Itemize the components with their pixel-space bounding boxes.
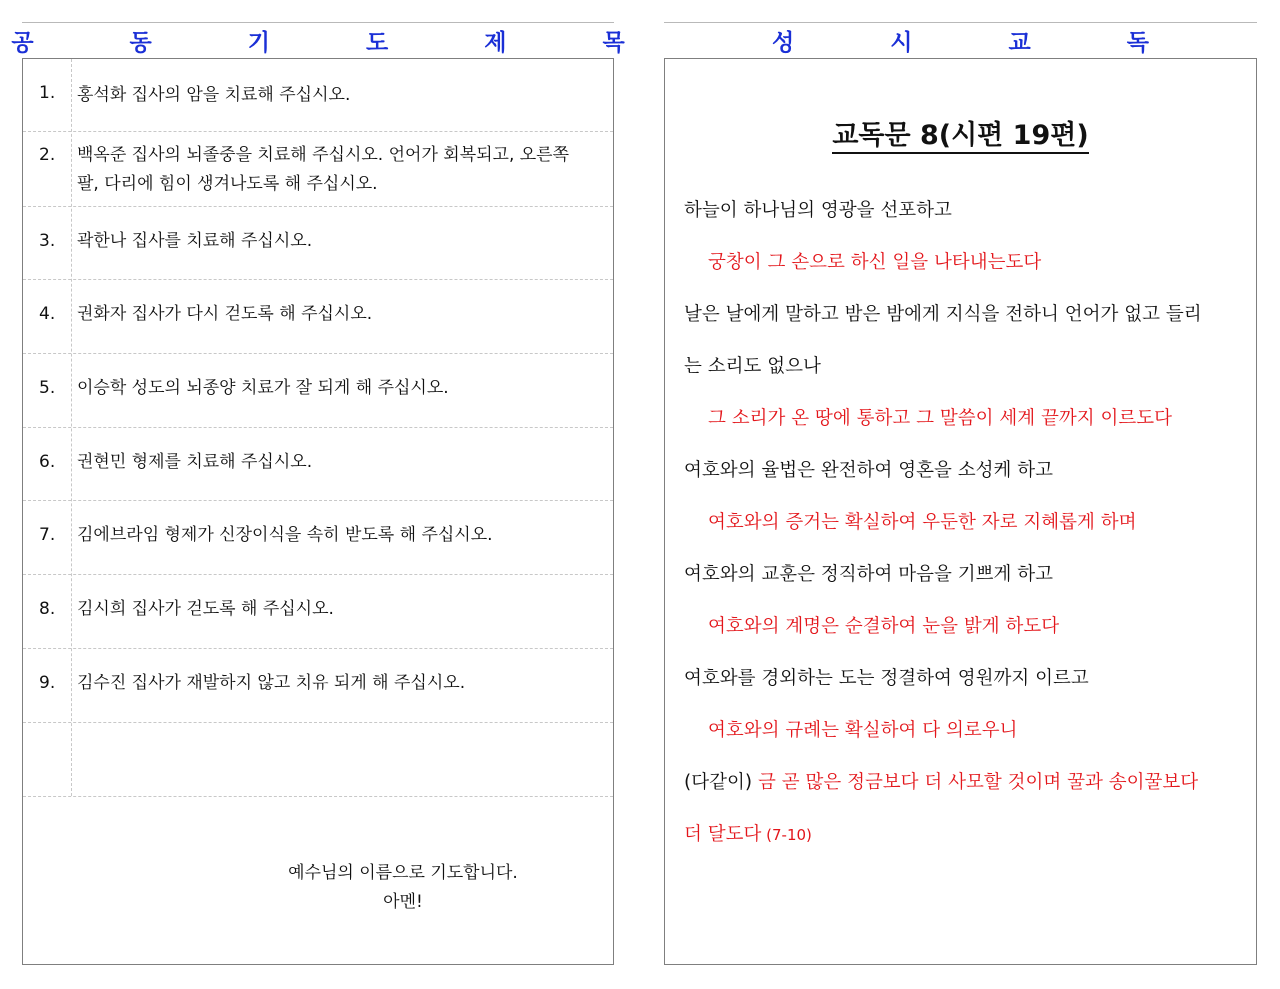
prayer-text: 곽한나 집사를 치료해 주십시오. [77, 231, 313, 251]
prayer-item [23, 575, 613, 649]
prayer-number: 5. [39, 378, 56, 398]
prayer-number: 3. [39, 231, 56, 251]
prayer-text: 홍석화 집사의 암을 치료해 주십시오. [77, 85, 351, 105]
together-text-cont: 더 달도다 [684, 824, 762, 845]
verse-reference: (7-10) [761, 826, 812, 844]
prayer-text: 이승학 성도의 뇌종양 치료가 잘 되게 해 주십시오. [77, 378, 449, 398]
prayer-item [23, 207, 613, 280]
prayer-number: 1. [39, 83, 56, 103]
reading-line-leader: 여호와를 경외하는 도는 정결하여 영원까지 이르고 [684, 668, 1089, 689]
together-text: 금 곧 많은 정금보다 더 사모할 것이며 꿀과 송이꿀보다 [752, 772, 1199, 793]
prayer-item [23, 132, 613, 207]
reading-line-leader: 날은 날에게 말하고 밤은 밤에게 지식을 전하니 언어가 없고 들리 [684, 304, 1202, 325]
prayer-item [23, 354, 613, 428]
reading-heading: 성 시 교 독 [772, 29, 1193, 56]
prayer-number: 2. [39, 145, 56, 165]
closing-amen: 아멘! [383, 892, 423, 912]
reading-line-leader-cont: 는 소리도 없으나 [684, 356, 821, 377]
reading-line-response: 여호와의 계명은 순결하여 눈을 밝게 하도다 [708, 616, 1060, 637]
reading-line-leader: 여호와의 율법은 완전하여 영혼을 소성케 하고 [684, 460, 1053, 481]
prayer-number: 7. [39, 525, 56, 545]
prayer-item [23, 280, 613, 354]
reading-line-response: 궁창이 그 손으로 하신 일을 나타내는도다 [708, 252, 1042, 273]
reading-title [665, 113, 1256, 152]
reading-line-leader: 하늘이 하나님의 영광을 선포하고 [684, 200, 952, 221]
prayer-item-empty [23, 723, 613, 797]
reading-line-response: 여호와의 증거는 확실하여 우둔한 자로 지혜롭게 하며 [708, 512, 1137, 533]
together-prefix: (다같이) [684, 772, 753, 793]
reading-line-together [684, 768, 1248, 794]
prayer-item [23, 649, 613, 723]
reading-line-together-cont [684, 820, 1248, 846]
prayer-text: 백옥준 집사의 뇌졸중을 치료해 주십시오. 언어가 회복되고, 오른쪽 팔, 다리에 힘이 생겨나도록 해 주십시오. [77, 145, 570, 194]
reading-line-response: 그 소리가 온 땅에 통하고 그 말씀이 세계 끝까지 이르도다 [708, 408, 1172, 429]
prayer-text: 김시희 집사가 걷도록 해 주십시오. [77, 599, 334, 619]
prayer-item [23, 59, 613, 132]
prayer-item [23, 501, 613, 575]
prayer-text: 권화자 집사가 다시 걷도록 해 주십시오. [77, 304, 373, 324]
prayer-number: 6. [39, 452, 56, 472]
reading-line-leader: 여호와의 교훈은 정직하여 마음을 기쁘게 하고 [684, 564, 1053, 585]
prayer-number: 4. [39, 304, 56, 324]
reading-line-response: 여호와의 규례는 확실하여 다 의로우니 [708, 720, 1018, 741]
prayer-panel [22, 58, 614, 965]
prayer-heading: 공 동 기 도 제 목 [11, 29, 669, 56]
prayer-item [23, 428, 613, 501]
closing-prayer: 예수님의 이름으로 기도합니다. [288, 863, 518, 883]
prayer-text: 권현민 형제를 치료해 주십시오. [77, 452, 313, 472]
reading-title-text: 교독문 8(시편 19편) [832, 120, 1088, 154]
prayer-number: 8. [39, 599, 56, 619]
prayer-text: 김수진 집사가 재발하지 않고 치유 되게 해 주십시오. [77, 673, 466, 693]
reading-panel [664, 58, 1257, 965]
prayer-text: 김에브라임 형제가 신장이식을 속히 받도록 해 주십시오. [77, 525, 493, 545]
prayer-number: 9. [39, 673, 56, 693]
